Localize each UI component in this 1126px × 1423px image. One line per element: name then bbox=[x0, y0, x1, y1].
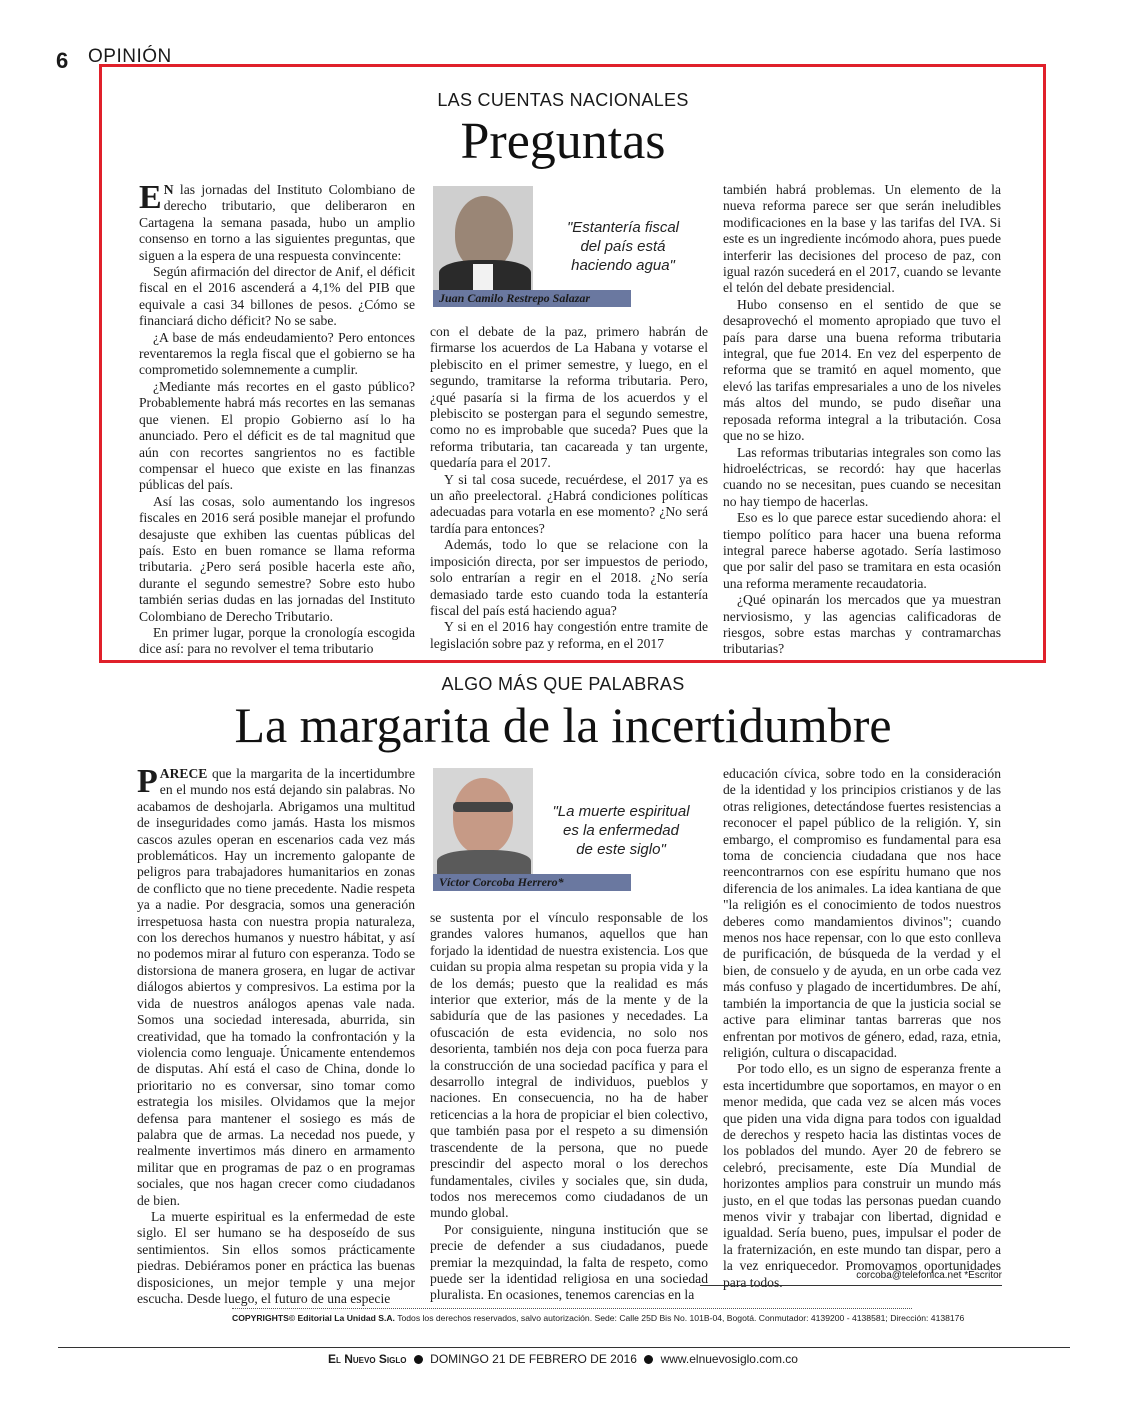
article2-paragraph: La muerte espiritual es la enfermedad de este siglo. El ser humano se ha desposeído de sus sentimientos. Sin ellos somos prácticamente piedras. Debiéramos poner en práctica las buenas disposiciones, un mejor temple y una mejor escucha. Desde luego, el futuro de una especie bbox=[137, 1208, 415, 1306]
article1-paragraph: Según afirmación del director de Anif, el déficit fiscal en el 2016 ascenderá a 4,1% del PIB que equivale a casi 34 billones de pesos. ¿Cómo se financiará dicho déficit? No se sabe. bbox=[139, 264, 415, 329]
article2-column-3 bbox=[723, 766, 1001, 1291]
page-footer bbox=[0, 1352, 1126, 1366]
article2-paragraph: se sustenta por el vínculo responsable de los grandes valores humanos, aquellos que han forjado la identidad de nuestra existencia. Los que cuidan su propia alma respetan su propia vida y la de los demás; puesto que la realidad es más interior que exterior, más de la mente y de la sabiduría que de las pasiones y necedades. La ofuscación de esta evidencia, no solo nos desorienta, también nos deja con poca fuerza para la construcción de una sociedad pacífica y para el desarrollo integral de individuos, pueblos y naciones. En consecuencia, no ha de haber reticencias a la hora de propiciar el bien colectivo, que también pasa por el respeto a su dimensión trascendente de la persona, que no puede prescindir del aspecto moral o los derechos fundamentales, civiles y sociales que, sin duda, todos nos merecemos como ciudadanos de un mundo global. bbox=[430, 910, 708, 1221]
author-photo bbox=[433, 768, 533, 876]
article1-paragraph: ¿A base de más endeudamiento? Pero entonces reventaremos la regla fiscal que el gobierno se ha comprometido solemnemente a cumplir. bbox=[139, 329, 415, 378]
article2-paragraph: educación cívica, sobre todo en la consideración de la identidad y los principios cristianos y de las otras religiones, detectándose fuertes resistencias a reconocer el papel público de la religión. Y, sin embargo, el compromiso es fundamental para esa toma de conciencia ciudadana que nos hace reencontrarnos con ese espíritu humano que nos diferencia de los animales. La idea kantiana de que "la religión es el conocimiento de todos nuestros deberes como mandamientos divinos"; cuando menos nos hace repensar, con lo que esto conlleva de purificación, de búsqueda de la verdad y el bien, de consuelo y de ayuda, en un orbe cada vez más confuso y plagado de incertidumbres. De ahí, también la importancia de que la justicia social se active para eliminar tantas barreras que nos enfrentan por motivos de género, edad, raza, etnia, religión, cultura o discapacidad. bbox=[723, 766, 1001, 1060]
article1-paragraph: Hubo consenso en el sentido de que se desaprovechó el momento apropiado que tuvo el país para darse una buena reforma tributaria integral, que fue 2014. En vez del esperpento de reforma que se tramitó en aquel momento, que elevó las tarifas empresariales a uno de los niveles más altos del mundo, se pudo diseñar una reposada reforma integral a la tributación. Cosa que no se hizo. bbox=[723, 296, 1001, 444]
article2-paragraph: PARECE que la margarita de la incertidumbre en el mundo nos está dejando sin palabras. No acabamos de deshojarla. Abrigamos una multitud de inseguridades como jamás. Hasta los mismos cascos azules operan en escenarios cada vez más problemáticos. Hay un incremento galopante de peligros para trabajadores humanitarios en zonas de conflicto que no tiene precedente. Nadie respeta ya a nadie. Por desgracia, somos una generación irrespetuosa hasta con nuestra propia naturaleza, con los derechos humanos y nuestro hábitat, y así no podemos mirar al futuro con esperanza. Todo se distorsiona de manera grosera, en lugar de activar diálogos abiertos y compresivos. La estima por la vida de nuestros análogos apenas vale nada. Somos una sociedad interesada, aburrida, sin creatividad, que ha tomado la confrontación y la violencia como lenguaje. Únicamente entendemos de disputas. Ahí está el caso de China, donde lo prioritario no es conversar, sino tomar como estrategia los misiles. Olvidamos que la mejor defensa para mantener el sosiego es más de palabra que de armas. La necedad nos puede, y realmente invertimos más dinero en armamento militar que en programas de paz o en programas sociales, que nos hagan crecer como ciudadanos de bien. bbox=[137, 763, 415, 1208]
author-name: Juan Camilo Restrepo Salazar bbox=[433, 290, 631, 307]
article1-dropcap: E bbox=[139, 179, 162, 216]
copyright-divider bbox=[232, 1308, 912, 1309]
copyright-notice: COPYRIGHTS© Editorial La Unidad S.A. Todos los derechos reservados, salvo autorización. Sede: Calle 25D Bis No. 101B-04, Bogotá. Conmutador: 4139200 - 4138581; Dirección: 4138176 bbox=[232, 1313, 965, 1323]
article1-paragraph: Y si tal cosa sucede, recuérdese, el 2017 ya es un año preelectoral. ¿Habrá condiciones políticas adecuadas para votarla en ese momento? ¿No será tardía para entonces? bbox=[430, 471, 708, 536]
article2-column-1 bbox=[137, 763, 415, 1307]
article2-paragraph: Por consiguiente, ninguna institución que se precie de defender a sus ciudadanos, puede premiar la mezquindad, la falta de respeto, como puede ser la identidad religiosa en una sociedad pluralista. En ocasiones, tenemos carencias en la bbox=[430, 1221, 708, 1303]
article2-title: La margarita de la incertidumbre bbox=[234, 697, 892, 753]
pull-quote: "La muerte espiritual es la enfermedad de este siglo" bbox=[552, 803, 690, 858]
article1-title: Preguntas bbox=[460, 113, 666, 170]
article2-column-2 bbox=[430, 910, 708, 1304]
article2-kicker: ALGO MÁS QUE PALABRAS bbox=[441, 674, 685, 694]
author-name: Víctor Corcoba Herrero* bbox=[433, 874, 631, 891]
newspaper-brand: El Nuevo Siglo bbox=[328, 1352, 407, 1366]
article1-kicker: LAS CUENTAS NACIONALES bbox=[437, 90, 689, 110]
article2-author-block bbox=[433, 768, 711, 892]
article1-paragraph: con el debate de la paz, primero habrán de firmarse los acuerdos de La Habana y votarse el plebiscito en el primer semestre, y luego, en el segundo, tramitarse la reforma tributaria. Pero, ¿qué pasaría si la firma de los acuerdos y el plebiscito se postergan para el segundo semestre, como no es improbable que suceda? Pues que la reforma tributaria, tan cacareada y tan urgente, quedaría para el 2017. bbox=[430, 324, 708, 471]
article1-paragraph: Las reformas tributarias integrales son como las hidroeléctricas, se recordó: hay que hacerlas cuando no se necesitan, pues cuando se necesitan no hay tiempo de hacerlas. bbox=[723, 444, 1001, 509]
article2-dropcap: P bbox=[137, 763, 158, 800]
bullet-icon bbox=[414, 1355, 423, 1364]
bullet-icon bbox=[644, 1355, 653, 1364]
article1-column-3 bbox=[723, 182, 1001, 658]
pull-quote: "Estantería fiscal del país está haciendo agua" bbox=[566, 219, 680, 274]
author-signature: corcoba@telefonica.net *Escritor bbox=[700, 1270, 1002, 1286]
footer-divider bbox=[58, 1347, 1070, 1348]
article1-paragraph: Y si en el 2016 hay congestión entre tramite de legislación sobre paz y reforma, en el 2017 bbox=[430, 619, 708, 651]
page-number: 6 bbox=[56, 48, 69, 73]
website-link[interactable]: www.elnuevosiglo.com.co bbox=[660, 1352, 798, 1366]
article1-paragraph: Así las cosas, solo aumentando los ingresos fiscales en 2016 será posible manejar el profundo desajuste que exhiben las cuentas públicas del país. Esto en buen romance se llama reforma tributaria. ¿Pero será posible hacerla este año, durante el segundo semestre? Sobre esto hubo también serias dudas en las jornadas del Instituto Colombiano de Derecho Tributario. bbox=[139, 493, 415, 624]
article1-paragraph: En primer lugar, porque la cronología escogida dice así: para no revolver el tema tributario bbox=[139, 624, 415, 657]
article2-paragraph: Por todo ello, es un signo de esperanza frente a esta incertidumbre que soportamos, en mayor o en menor medida, que cada vez se alcen más voces que piden una vida digna para todos con igualdad de derechos y respeto hacia las distintas voces de los poblados del mundo. Ayer 20 de febrero se celebró, precisamente, este Día Mundial de horizontes amplios para construir un mundo más justo, en el que todas las personas puedan cuando menos vivir y trabajar con libertad, dignidad e igualdad. Sería bueno, pues, impulsar el poder de la fraternización, en este mundo tan dispar, pero a la vez enriquecedor. Promovamos oportunidades para todos. bbox=[723, 1061, 1001, 1290]
article1-paragraph: ¿Mediante más recortes en el gasto público? Probablemente habrá más recortes en las semanas que vienen. El propio Gobierno así lo ha anunciado. Pero el déficit es de tal magnitud que aún con recortes sangrientos no es factible compensar el hueco que existe en las finanzas públicas del país. bbox=[139, 378, 415, 493]
article1-column-1 bbox=[139, 179, 416, 658]
article1-paragraph: ¿Qué opinarán los mercados que ya muestran nerviosismo, y las agencias calificadoras de riesgos, sobre estas marchas y contramarchas tributarias? bbox=[723, 592, 1001, 657]
issue-date: DOMINGO 21 DE FEBRERO DE 2016 bbox=[430, 1352, 637, 1366]
article1-author-block bbox=[433, 186, 711, 306]
article1-paragraph: Además, todo lo que se relacione con la imposición directa, por ser impuestos de periodo, solo entrarían a regir en el 2018. ¿No sería demasiado tarde esto cuando toda la estantería fiscal del país está haciendo agua? bbox=[430, 537, 708, 618]
article1-paragraph: Eso es lo que parece estar sucediendo ahora: el tiempo político para hacer una buena reforma integral parece haberse agotado. Sería lastimoso que por salir del paso se tramitara en esta ocasión una reforma meramente recaudatoria. bbox=[723, 510, 1001, 591]
section-name: OPINIÓN bbox=[88, 46, 172, 67]
article1-paragraph: también habrá problemas. Un elemento de la nueva reforma parece ser que serán ineludibles modificaciones en la base y las tarifas del IVA. Si este es un ingrediente incómodo ahora, pues puede interferir las decisiones del proceso de paz, con igual razón sucederá en el 2017, cuando se levante el telón del debate presidencial. bbox=[723, 182, 1001, 296]
article1-paragraph: E N las jornadas del Instituto Colombiano de derecho tributario, que deliberaron en Cartagena la semana pasada, hubo un amplio consenso en torno a las siguientes preguntas, que siguen a la espera de una respuesta convincente: bbox=[139, 179, 416, 263]
article1-column-2 bbox=[430, 324, 708, 652]
author-photo bbox=[433, 186, 533, 290]
